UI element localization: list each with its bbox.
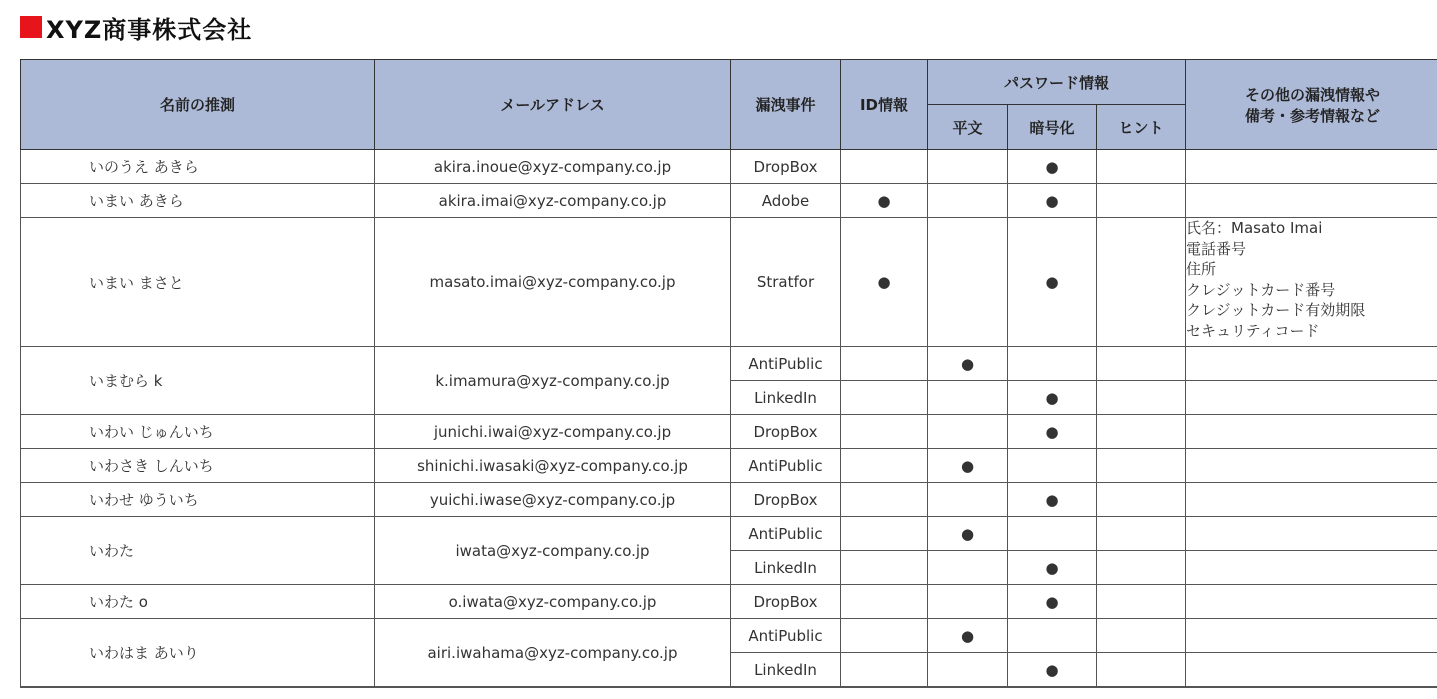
filled-circle-icon: ● (1045, 157, 1059, 176)
encrypted-cell (1008, 150, 1097, 184)
company-title: XYZ商事株式会社 (46, 15, 253, 44)
email-cell: yuichi.iwase@xyz-company.co.jp (375, 483, 731, 517)
filled-circle-icon: ● (1045, 388, 1059, 407)
red-square-icon (20, 16, 42, 38)
filled-circle-icon: ● (877, 191, 891, 210)
email-cell: o.iwata@xyz-company.co.jp (375, 585, 731, 619)
filled-circle-icon: ● (960, 456, 975, 475)
id-info-cell (841, 483, 928, 517)
other-info-line-2: 備考・参考情報など (1245, 106, 1381, 125)
col-header-other-info (1186, 60, 1437, 150)
hint-cell (1097, 483, 1186, 517)
table-row (21, 483, 1437, 517)
col-header-name: 名前の推測 (21, 60, 375, 150)
incident-cell: LinkedIn (731, 381, 841, 415)
plaintext-cell (928, 517, 1008, 551)
encrypted-cell (1008, 483, 1097, 517)
email-cell: iwata@xyz-company.co.jp (375, 517, 731, 585)
note-line: クレジットカード番号 (1186, 280, 1336, 299)
hint-cell (1097, 619, 1186, 653)
incident-cell: DropBox (731, 483, 841, 517)
filled-circle-icon: ● (1045, 660, 1059, 679)
id-info-cell (841, 381, 928, 415)
encrypted-cell (1008, 218, 1097, 347)
filled-circle-icon: ● (960, 626, 975, 645)
id-info-cell (841, 415, 928, 449)
note-line: クレジットカード有効期限 (1186, 301, 1366, 319)
name-cell: いわい じゅんいち (21, 415, 375, 449)
plaintext-cell (928, 381, 1008, 415)
name-cell: いまむら k (21, 347, 375, 415)
notes-cell (1186, 184, 1437, 218)
table-row (21, 415, 1437, 449)
name-cell: いまい まさと (21, 218, 375, 347)
table-row (21, 585, 1437, 619)
notes-cell (1186, 585, 1437, 619)
col-header-encrypted: 暗号化 (1008, 105, 1097, 150)
note-line: 氏名：Masato Imai (1186, 219, 1323, 237)
encrypted-cell (1008, 415, 1097, 449)
incident-cell: DropBox (731, 415, 841, 449)
encrypted-cell (1008, 619, 1097, 653)
hint-cell (1097, 184, 1186, 218)
email-cell: shinichi.iwasaki@xyz-company.co.jp (375, 449, 731, 483)
incident-cell: AntiPublic (731, 619, 841, 653)
filled-circle-icon: ● (877, 273, 891, 291)
filled-circle-icon: ● (1045, 558, 1059, 577)
id-info-cell (841, 585, 928, 619)
hint-cell (1097, 347, 1186, 381)
notes-cell (1186, 415, 1437, 449)
plaintext-cell (928, 653, 1008, 688)
encrypted-cell (1008, 184, 1097, 218)
name-cell: いわさき しんいち (21, 449, 375, 483)
notes-cell (1186, 150, 1437, 184)
id-info-cell (841, 619, 928, 653)
filled-circle-icon: ● (1045, 490, 1059, 509)
filled-circle-icon: ● (960, 354, 975, 373)
notes-cell (1186, 653, 1437, 688)
note-line: 住所 (1186, 260, 1217, 278)
id-info-cell (841, 347, 928, 381)
notes-cell (1186, 347, 1437, 381)
table-row (21, 347, 1437, 381)
hint-cell (1097, 381, 1186, 415)
id-info-cell (841, 218, 928, 347)
hint-cell (1097, 150, 1186, 184)
col-header-plaintext: 平文 (928, 105, 1008, 150)
id-info-cell (841, 150, 928, 184)
notes-cell (1186, 483, 1437, 517)
incident-cell: Stratfor (731, 218, 841, 347)
name-cell: いわせ ゆういち (21, 483, 375, 517)
incident-cell: LinkedIn (731, 551, 841, 585)
page-header (20, 12, 252, 42)
col-header-email: メールアドレス (375, 60, 731, 150)
plaintext-cell (928, 619, 1008, 653)
id-info-cell (841, 517, 928, 551)
encrypted-cell (1008, 517, 1097, 551)
notes-cell (1186, 381, 1437, 415)
table-row (21, 619, 1437, 653)
incident-cell: AntiPublic (731, 347, 841, 381)
filled-circle-icon: ● (1045, 191, 1059, 210)
table-body (21, 150, 1437, 688)
table-row (21, 184, 1437, 218)
notes-cell (1186, 551, 1437, 585)
plaintext-cell (928, 218, 1008, 347)
encrypted-cell (1008, 449, 1097, 483)
incident-cell: LinkedIn (731, 653, 841, 688)
notes-cell (1186, 619, 1437, 653)
incident-cell: DropBox (731, 585, 841, 619)
email-cell: airi.iwahama@xyz-company.co.jp (375, 619, 731, 688)
plaintext-cell (928, 551, 1008, 585)
id-info-cell (841, 551, 928, 585)
email-cell: masato.imai@xyz-company.co.jp (375, 218, 731, 347)
hint-cell (1097, 585, 1186, 619)
col-header-incident: 漏洩事件 (731, 60, 841, 150)
notes-cell (1186, 218, 1437, 347)
filled-circle-icon: ● (1045, 422, 1059, 441)
name-cell: いわた (21, 517, 375, 585)
plaintext-cell (928, 483, 1008, 517)
hint-cell (1097, 517, 1186, 551)
note-line: 電話番号 (1186, 239, 1247, 258)
incident-cell: AntiPublic (731, 449, 841, 483)
encrypted-cell (1008, 381, 1097, 415)
filled-circle-icon: ● (960, 524, 975, 543)
leak-report-table (20, 59, 1437, 688)
col-header-password-info: パスワード情報 (928, 60, 1186, 105)
plaintext-cell (928, 150, 1008, 184)
name-cell: いわはま あいり (21, 619, 375, 688)
table-row (21, 150, 1437, 184)
name-cell: いのうえ あきら (21, 150, 375, 184)
table-row (21, 218, 1437, 347)
email-cell: k.imamura@xyz-company.co.jp (375, 347, 731, 415)
plaintext-cell (928, 585, 1008, 619)
col-header-id-info: ID情報 (841, 60, 928, 150)
hint-cell (1097, 551, 1186, 585)
incident-cell: AntiPublic (731, 517, 841, 551)
encrypted-cell (1008, 585, 1097, 619)
header-row (21, 60, 1437, 105)
note-line: セキュリティコード (1186, 321, 1320, 340)
id-info-cell (841, 184, 928, 218)
incident-cell: Adobe (731, 184, 841, 218)
plaintext-cell (928, 184, 1008, 218)
table-row (21, 449, 1437, 483)
plaintext-cell (928, 449, 1008, 483)
other-info-line-1: その他の漏洩情報や (1245, 85, 1381, 104)
email-cell: akira.inoue@xyz-company.co.jp (375, 150, 731, 184)
incident-cell: DropBox (731, 150, 841, 184)
filled-circle-icon: ● (1045, 592, 1059, 611)
filled-circle-icon: ● (1045, 273, 1059, 291)
table-row (21, 517, 1437, 551)
plaintext-cell (928, 415, 1008, 449)
id-info-cell (841, 449, 928, 483)
notes-cell (1186, 449, 1437, 483)
email-cell: junichi.iwai@xyz-company.co.jp (375, 415, 731, 449)
encrypted-cell (1008, 347, 1097, 381)
col-header-hint: ヒント (1097, 105, 1186, 150)
id-info-cell (841, 653, 928, 688)
name-cell: いわた o (21, 585, 375, 619)
email-cell: akira.imai@xyz-company.co.jp (375, 184, 731, 218)
hint-cell (1097, 449, 1186, 483)
hint-cell (1097, 653, 1186, 688)
encrypted-cell (1008, 653, 1097, 688)
hint-cell (1097, 218, 1186, 347)
plaintext-cell (928, 347, 1008, 381)
notes-cell (1186, 517, 1437, 551)
hint-cell (1097, 415, 1186, 449)
encrypted-cell (1008, 551, 1097, 585)
name-cell: いまい あきら (21, 184, 375, 218)
